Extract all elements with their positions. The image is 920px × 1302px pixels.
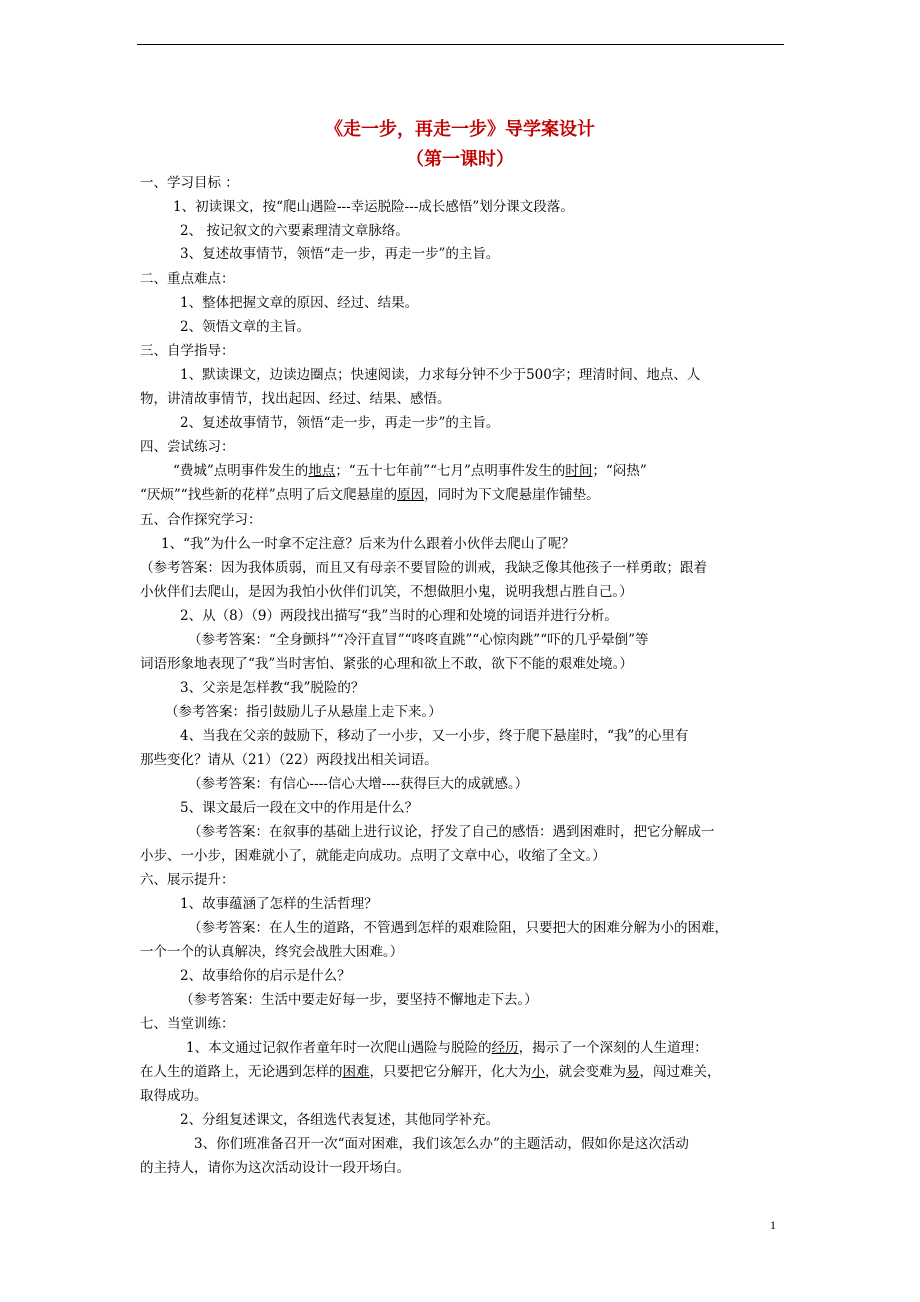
body-line: 小伙伴们去爬山，是因为我怕小伙伴们讥笑，不想做胆小鬼，说明我想占胜自己。） — [140, 584, 633, 600]
body-line: 那些变化？请从（21）（22）两段找出相关词语。 — [140, 752, 438, 768]
body-line: 4、当我在父亲的鼓励下，移动了一小步，又一小步，终于爬下悬崖时，“我”的心里有 — [180, 728, 689, 744]
section-heading: 七、当堂训练： — [140, 1016, 235, 1032]
text-run: ，同时为下文爬悬崖作铺垫。 — [424, 487, 600, 503]
section-heading: 一、学习目标 ： — [140, 175, 239, 191]
section-heading: 三、自学指导： — [140, 343, 235, 359]
text-run: ，闯过难关， — [639, 1064, 721, 1080]
body-line: 2、复述故事情节，领悟“走一步，再走一步”的主旨。 — [180, 415, 500, 431]
section-heading: 四、尝试练习： — [140, 439, 235, 455]
document-subtitle: （第一课时） — [406, 149, 514, 170]
underlined-term: 地点 — [308, 463, 336, 479]
body-line: 小步、一小步，困难就小了，就能走向成功。点明了文章中心，收缩了全文。） — [140, 848, 606, 864]
body-line: （参考答案：生活中要走好每一步，要坚持不懈地走下去。） — [180, 992, 538, 1008]
body-line: 2、 按记叙文的六要素理清文章脉络。 — [180, 223, 409, 239]
body-line — [140, 1063, 785, 1081]
body-line: 一个一个的认真解决，终究会战胜大困难。） — [140, 944, 404, 960]
body-line: 1、整体把握文章的原因、经过、结果。 — [180, 295, 419, 311]
body-line: （参考答案：在叙事的基础上进行议论，抒发了自己的感悟：遇到困难时，把它分解成一 — [188, 824, 715, 840]
body-line: （参考答案：“全身颤抖”“冷汗直冒”“咚咚直跳”“心惊肉跳”“吓的几乎晕倒”等 — [188, 632, 649, 648]
underlined-term: 经历 — [491, 1040, 519, 1056]
body-line: 3、你们班准备召开一次“面对困难，我们该怎么办”的主题活动，假如你是这次活动 — [194, 1136, 689, 1152]
text-run: “费城”点明事件发生的 — [173, 463, 309, 479]
body-line: （参考答案：在人生的道路，不管遇到怎样的艰难险阻，只要把大的困难分解为小的困难， — [188, 920, 728, 936]
underlined-term: 困难 — [342, 1064, 370, 1080]
section-heading: 六、展示提升： — [140, 872, 235, 888]
body-line: 2、故事给你的启示是什么？ — [180, 968, 351, 984]
document-title: 《走一步，再走一步》导学案设计 — [325, 119, 595, 140]
body-line: 1、故事蕴涵了怎样的生活哲理？ — [180, 896, 378, 912]
body-line: 2、分组复述课文，各组选代表复述，其他同学补充。 — [180, 1112, 500, 1128]
body-line: （参考答案：指引鼓励儿子从悬崖上走下来。） — [165, 704, 442, 720]
body-line: 2、领悟文章的主旨。 — [180, 319, 311, 335]
text-run: ，揭示了一个深刻的人生道理： — [518, 1040, 708, 1056]
section-heading: 五、合作探究学习： — [140, 512, 262, 528]
body-line: 的主持人，请你为这次活动设计一段开场白。 — [140, 1160, 410, 1176]
section-heading: 二、重点难点： — [140, 271, 235, 287]
page-number: 1 — [770, 1218, 776, 1232]
text-run: “厌烦”“找些新的花样”点明了后文爬悬崖的 — [140, 487, 398, 503]
text-run: ；“五十七年前”“七月”点明事件发生的 — [335, 463, 566, 479]
body-line — [140, 486, 785, 504]
body-line: 物，讲清故事情节，找出起因、经过、结果、感悟。 — [140, 391, 451, 407]
body-line: （参考答案：有信心----信心大增----获得巨大的成就感。） — [188, 776, 529, 792]
text-run: ；“闷热” — [592, 463, 647, 479]
underlined-term: 时间 — [565, 463, 593, 479]
body-line: 3、复述故事情节，领悟“走一步，再走一步”的主旨。 — [180, 246, 500, 262]
body-line: 5、课文最后一段在文中的作用是什么？ — [180, 800, 419, 816]
text-run: ，就会变难为 — [545, 1064, 626, 1080]
body-line: 1、默读课文，边读边圈点；快速阅读，力求每分钟不少于500字；理清时间、地点、人 — [180, 367, 701, 383]
underlined-term: 原因 — [397, 487, 425, 503]
text-run: 在人生的道路上，无论遇到怎样的 — [140, 1064, 343, 1080]
body-line: （参考答案：因为我体质弱，而且又有母亲不要冒险的训戒，我缺乏像其他孩子一样勇敢；跟着 — [140, 560, 707, 576]
body-line: 取得成功。 — [140, 1088, 208, 1104]
text-run: 1、本文通过记叙作者童年时一次爬山遇险与脱险的 — [186, 1040, 492, 1056]
body-line — [173, 462, 818, 480]
body-line: 1、初读课文，按“爬山遇险---幸运脱险---成长感悟”划分课文段落。 — [173, 199, 574, 215]
underlined-term: 易 — [626, 1064, 640, 1080]
body-line: 1、“我”为什么一时拿不定注意？后来为什么跟着小伙伴去爬山了呢？ — [161, 536, 575, 552]
body-line: 3、父亲是怎样教“我”脱险的？ — [180, 680, 365, 696]
header-rule — [137, 44, 784, 45]
text-run: ，只要把它分解开，化大为 — [369, 1064, 532, 1080]
body-line: 2、从（8）（9）两段找出描写“我”当时的心理和处境的词语并进行分析。 — [180, 608, 618, 624]
underlined-term: 小 — [531, 1064, 545, 1080]
body-line — [186, 1039, 831, 1057]
body-line: 词语形象地表现了“我”当时害怕、紧张的心理和欲上不敢，欲下不能的艰难处境。） — [140, 656, 634, 672]
